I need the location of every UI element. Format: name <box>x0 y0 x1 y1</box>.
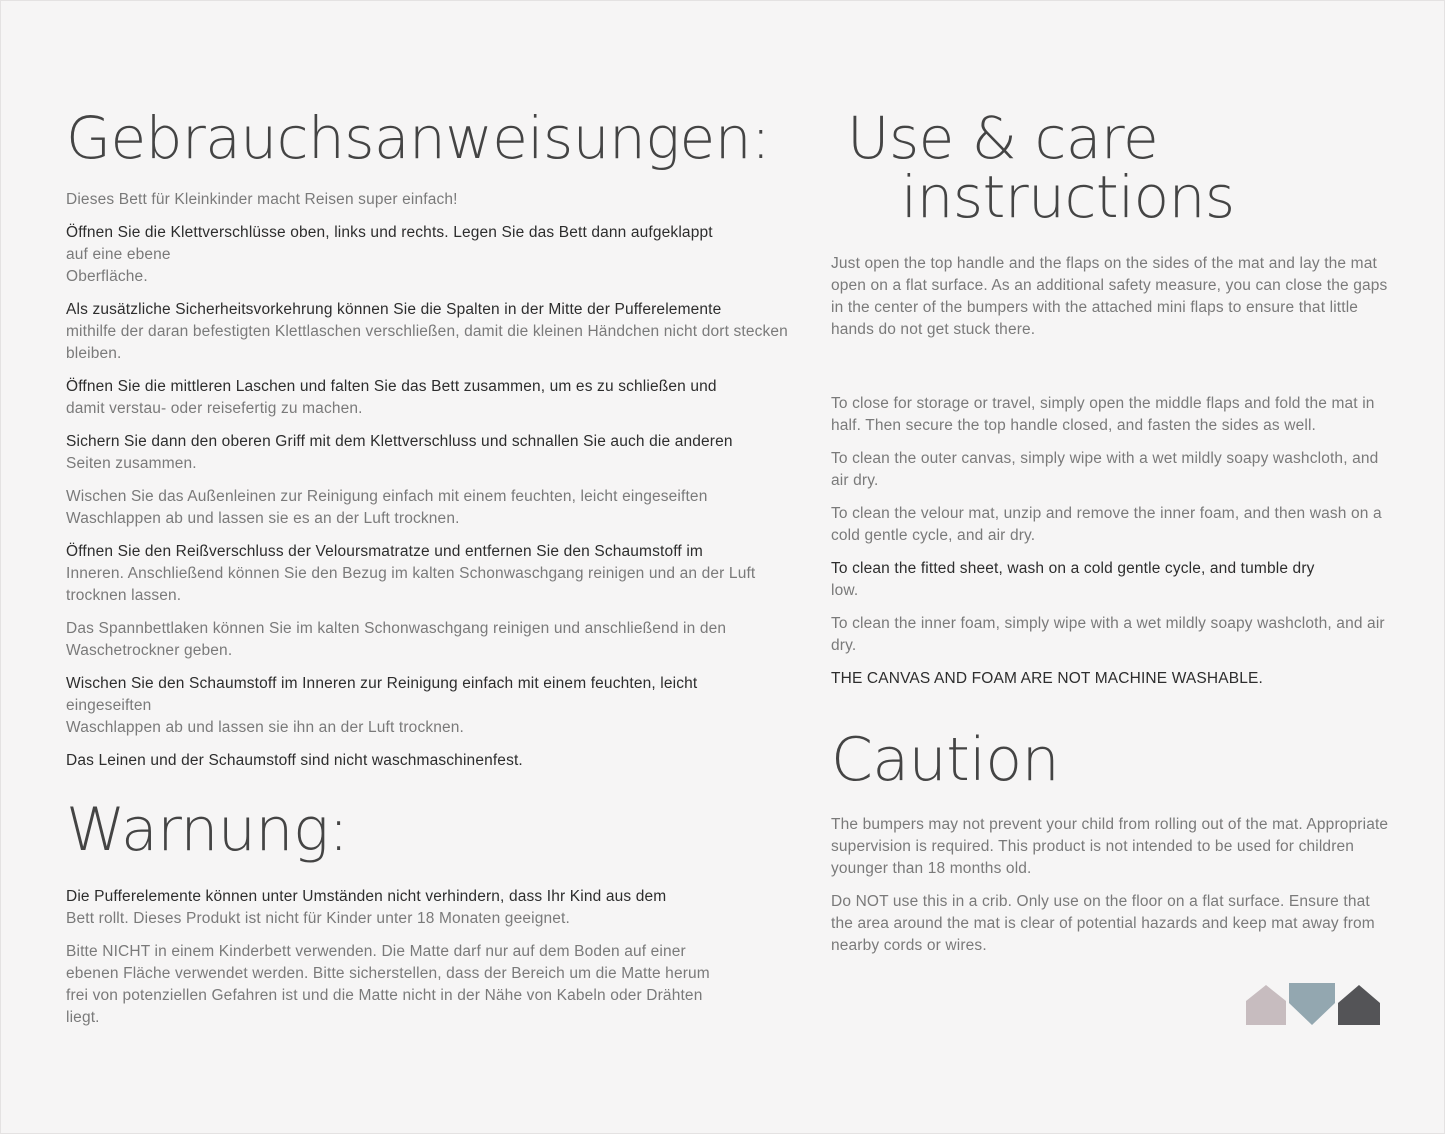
english-paragraph: Just open the top handle and the flaps on the sides of the mat and lay the mat open on a flat surface. As an additional safety measure, you can close the gaps in the center of the bumpers with the attached mini flaps to ensure that little hands do not get stuck there. <box>831 255 1388 339</box>
german-paragraph-rest: Inneren. Anschließend können Sie den Bezug im kalten Schonwaschgang reinigen und an der Luft trocknen lassen. <box>66 565 756 604</box>
german-paragraph-lead: Öffnen Sie den Reißverschluss der Veloursmatratze und entfernen Sie den Schaumstoff im <box>66 543 703 560</box>
german-paragraph-line: eingeseiften <box>66 697 152 714</box>
german-column <box>66 104 801 1040</box>
warning-paragraph: Bitte NICHT in einem Kinderbett verwenden. Die Matte darf nur auf dem Boden auf einer ebenen Fläche verwendet werden. Bitte sicherstellen, dass der Bereich um die Matte herum frei von potenziellen Gefahren ist und die Matte nicht in der Nähe von Kabeln oder Drähten liegt. <box>66 943 710 1026</box>
german-paragraph-lead: Als zusätzliche Sicherheitsvorkehrung können Sie die Spalten in der Mitte der Pufferelemente <box>66 301 722 318</box>
logo-house-middle <box>1289 983 1335 1025</box>
english-paragraph: To clean the inner foam, simply wipe with a wet mildly soapy washcloth, and air dry. <box>831 615 1385 655</box>
english-paragraph-lead: To clean the fitted sheet, wash on a cold gentle cycle, and tumble dry <box>831 560 1315 578</box>
german-paragraph <box>66 541 801 607</box>
german-paragraph-rest: mithilfe der daran befestigten Klettlaschen verschließen, damit die kleinen Händchen nicht dort stecken bleiben. <box>66 323 788 362</box>
german-paragraph <box>66 431 801 475</box>
german-paragraph <box>66 673 801 739</box>
english-paragraph-rest: low. <box>831 582 859 600</box>
german-paragraph: Wischen Sie das Außenleinen zur Reinigung einfach mit einem feuchten, leicht eingeseiften Waschlappen ab und lassen sie es an der Luft trocknen. <box>66 488 708 527</box>
english-paragraph: To close for storage or travel, simply open the middle flaps and fold the mat in half. Then secure the top handle closed, and fasten the sides as well. <box>831 395 1375 435</box>
german-paragraph-line: auf eine ebene <box>66 246 171 263</box>
german-paragraph-lead: Wischen Sie den Schaumstoff im Inneren zur Reinigung einfach mit einem feuchten, leicht <box>66 675 698 692</box>
german-paragraph <box>66 299 801 365</box>
german-paragraph-lead: Öffnen Sie die Klettverschlüsse oben, links und rechts. Legen Sie das Bett dann aufgeklappt <box>66 224 713 241</box>
german-paragraph <box>66 222 801 288</box>
english-paragraph <box>831 558 1391 602</box>
logo-house-right <box>1338 985 1380 1025</box>
english-heading <box>847 104 1391 232</box>
german-paragraph-line: Waschlappen ab und lassen sie ihn an der Luft trocknen. <box>66 719 465 736</box>
warning-paragraph-rest: Bett rollt. Dieses Produkt ist nicht für Kinder unter 18 Monaten geeignet. <box>66 910 570 927</box>
german-paragraph-rest: damit verstau- oder reisefertig zu machen. <box>66 400 363 417</box>
english-column <box>831 104 1391 968</box>
english-heading-line2: instructions <box>901 163 1235 232</box>
caution-paragraph: The bumpers may not prevent your child from rolling out of the mat. Appropriate supervision is required. This product is not intended to be used for children younger than 18 months old. <box>831 816 1389 878</box>
german-paragraph: Das Spannbettlaken können Sie im kalten Schonwaschgang reinigen und anschließend in den Waschetrockner geben. <box>66 620 727 659</box>
three-houses-logo-icon <box>1244 983 1380 1025</box>
german-paragraph-lead: Sichern Sie dann den oberen Griff mit dem Klettverschluss und schnallen Sie auch die anderen <box>66 433 733 450</box>
spacer <box>831 352 1391 393</box>
german-intro: Dieses Bett für Kleinkinder macht Reisen super einfach! <box>66 191 458 208</box>
caution-heading: Caution <box>831 725 1060 796</box>
caution-paragraph: Do NOT use this in a crib. Only use on the floor on a flat surface. Ensure that the area around the mat is clear of potential hazards and keep mat away from nearby cords or wires. <box>831 893 1375 955</box>
german-paragraph: Das Leinen und der Schaumstoff sind nicht waschmaschinenfest. <box>66 752 523 769</box>
warning-paragraph-lead: Die Pufferelemente können unter Umständen nicht verhindern, dass Ihr Kind aus dem <box>66 888 667 905</box>
english-paragraph: To clean the outer canvas, simply wipe with a wet mildly soapy washcloth, and air dry. <box>831 450 1379 490</box>
german-paragraph-rest: Seiten zusammen. <box>66 455 197 472</box>
english-paragraph: To clean the velour mat, unzip and remove the inner foam, and then wash on a cold gentle cycle, and air dry. <box>831 505 1382 545</box>
warning-heading: Warnung: <box>66 795 349 865</box>
german-heading: Gebrauchsanweisungen: <box>66 104 771 172</box>
german-paragraph <box>66 376 801 420</box>
logo-house-left <box>1246 985 1286 1025</box>
warning-paragraph <box>66 886 801 930</box>
german-paragraph-line: Oberfläche. <box>66 268 148 285</box>
english-heading-line1: Use & care <box>847 104 1159 172</box>
english-notice: THE CANVAS AND FOAM ARE NOT MACHINE WASHABLE. <box>831 670 1263 688</box>
german-paragraph-lead: Öffnen Sie die mittleren Laschen und falten Sie das Bett zusammen, um es zu schließen und <box>66 378 717 395</box>
